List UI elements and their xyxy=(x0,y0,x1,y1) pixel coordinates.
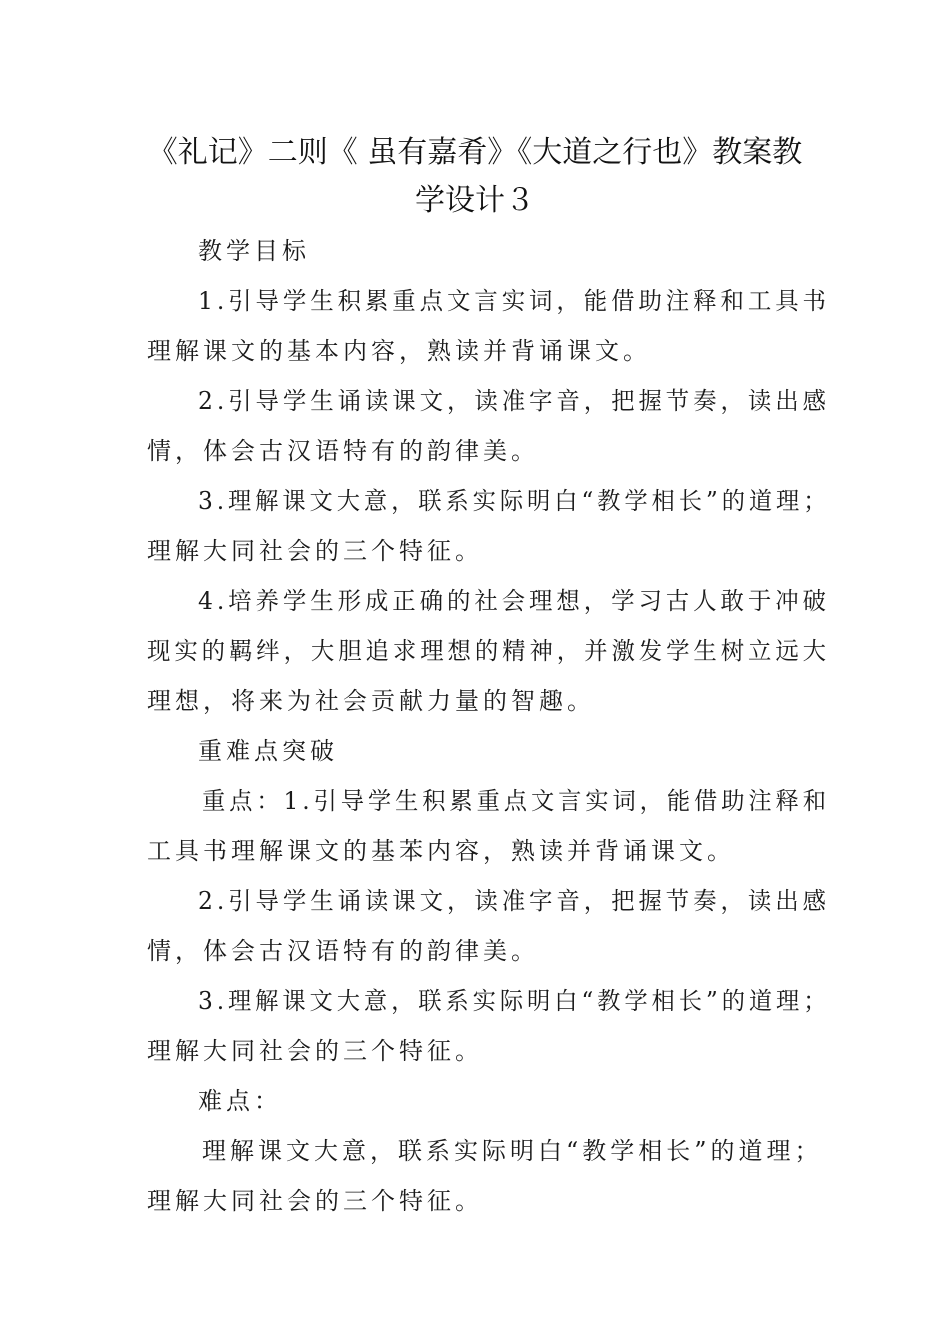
paragraph-line: 3.理解课文大意，联系实际明白“教学相长”的道理； xyxy=(198,487,831,515)
paragraph-line: 理解课文的基本内容，熟读并背诵课文。 xyxy=(147,337,651,365)
paragraph-line: 工具书理解课文的基苯内容，熟读并背诵课文。 xyxy=(147,837,735,865)
paragraph-line: 4.培养学生形成正确的社会理想，学习古人敢于冲破 xyxy=(198,587,830,615)
paragraph-line: 理解大同社会的三个特征。 xyxy=(147,537,483,565)
paragraph-line: 情，体会古汉语特有的韵律美。 xyxy=(147,937,539,965)
section-heading-difficulties: 难点： xyxy=(198,1087,282,1115)
paragraph-line: 理想，将来为社会贡献力量的智趣。 xyxy=(147,687,595,715)
paragraph-line: 3.理解课文大意，联系实际明白“教学相长”的道理； xyxy=(198,987,831,1015)
section-heading-key-difficulties: 重难点突破 xyxy=(198,737,338,765)
paragraph-line: 理解大同社会的三个特征。 xyxy=(147,1037,483,1065)
paragraph-line: 现实的羁绊，大胆追求理想的精神，并激发学生树立远大 xyxy=(147,637,830,665)
paragraph-line: 理解课文大意，联系实际明白“教学相长”的道理； xyxy=(202,1137,823,1165)
paragraph-line: 情，体会古汉语特有的韵律美。 xyxy=(147,437,539,465)
paragraph-line: 2.引导学生诵读课文，读准字音，把握节奏，读出感 xyxy=(198,387,830,415)
paragraph-line: 1.引导学生积累重点文言实词，能借助注释和工具书 xyxy=(198,287,830,315)
paragraph-line: 重点：1.引导学生积累重点文言实词，能借助注释和 xyxy=(202,787,830,815)
paragraph-line: 理解大同社会的三个特征。 xyxy=(147,1187,483,1215)
paragraph-line: 2.引导学生诵读课文，读准字音，把握节奏，读出感 xyxy=(198,887,830,915)
document-title-line-1: 《礼记》二则《 虽有嘉肴》《大道之行也》教案教 xyxy=(147,135,803,170)
section-heading-objectives: 教学目标 xyxy=(198,237,310,265)
document-title-line-2: 学设计３ xyxy=(415,183,535,218)
